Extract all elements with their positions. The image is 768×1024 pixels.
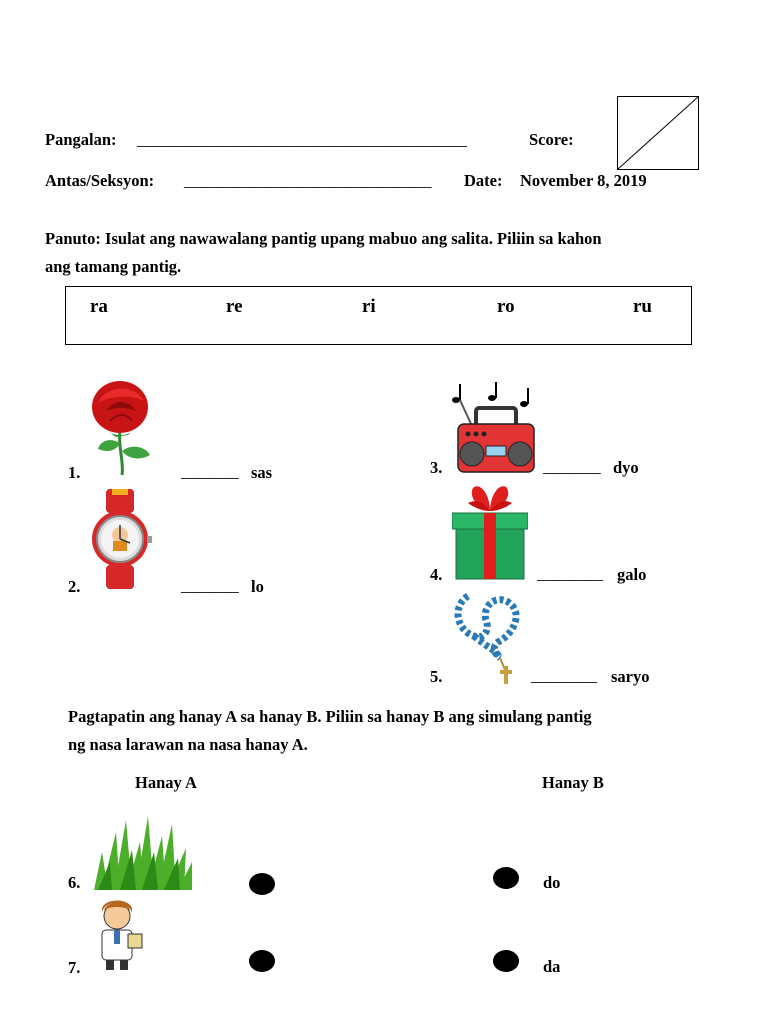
grass-icon (92, 812, 194, 890)
syllable-re: re (226, 296, 243, 317)
syllable-ru: ru (633, 296, 652, 317)
score-box[interactable] (617, 96, 699, 170)
item-4-blank[interactable]: ________ (537, 564, 603, 583)
item-3-blank[interactable]: _______ (543, 457, 601, 476)
gift-icon (452, 481, 528, 581)
score-label: Score: (529, 130, 574, 149)
score-diagonal (618, 97, 698, 169)
matching-instruction-line-2: ng nasa larawan na nasa hanay A. (68, 735, 308, 754)
doctor-icon (94, 896, 144, 972)
wristwatch-icon (90, 487, 154, 591)
item-5-blank[interactable]: ________ (531, 666, 597, 685)
answer-do: do (543, 873, 561, 892)
match-dot-b-do[interactable] (493, 867, 519, 889)
item-2-blank[interactable]: _______ (181, 576, 239, 595)
item-1-blank[interactable]: _______ (181, 462, 239, 481)
item-6-number: 6. (68, 873, 81, 892)
item-3-number: 3. (430, 458, 443, 477)
item-2-number: 2. (68, 577, 81, 596)
name-blank[interactable]: ________________________________________ (137, 130, 467, 149)
rose-icon (88, 377, 154, 477)
item-3-suffix: dyo (613, 458, 639, 477)
item-1-number: 1. (68, 463, 81, 482)
column-b-header: Hanay B (542, 773, 604, 792)
date-value: November 8, 2019 (520, 171, 647, 190)
match-dot-a-7[interactable] (249, 950, 275, 972)
syllable-ri: ri (362, 296, 376, 317)
matching-instruction-line-1: Pagtapatin ang hanay A sa hanay B. Piliin sa hanay B ang simulang pantig (68, 707, 592, 726)
match-dot-b-da[interactable] (493, 950, 519, 972)
answer-da: da (543, 957, 561, 976)
date-label: Date: (464, 171, 503, 190)
column-a-header: Hanay A (135, 773, 197, 792)
item-7-number: 7. (68, 958, 81, 977)
instruction-line-2: ang tamang pantig. (45, 257, 182, 276)
radio-icon (450, 380, 538, 476)
section-blank[interactable]: ______________________________ (184, 171, 432, 190)
instruction-line-1: Panuto: Isulat ang nawawalang pantig upang mabuo ang salita. Piliin sa kahon (45, 229, 602, 248)
item-1-suffix: sas (251, 463, 273, 482)
item-4-suffix: galo (617, 565, 647, 584)
syllable-ro: ro (497, 296, 515, 317)
item-4-number: 4. (430, 565, 443, 584)
item-5-suffix: saryo (611, 667, 650, 686)
syllable-ra: ra (90, 296, 108, 317)
item-5-number: 5. (430, 667, 443, 686)
rosary-icon (448, 586, 536, 686)
match-dot-a-6[interactable] (249, 873, 275, 895)
name-label: Pangalan: (45, 130, 117, 149)
section-label: Antas/Seksyon: (45, 171, 155, 190)
item-2-suffix: lo (251, 577, 264, 596)
syllable-box (65, 286, 692, 345)
